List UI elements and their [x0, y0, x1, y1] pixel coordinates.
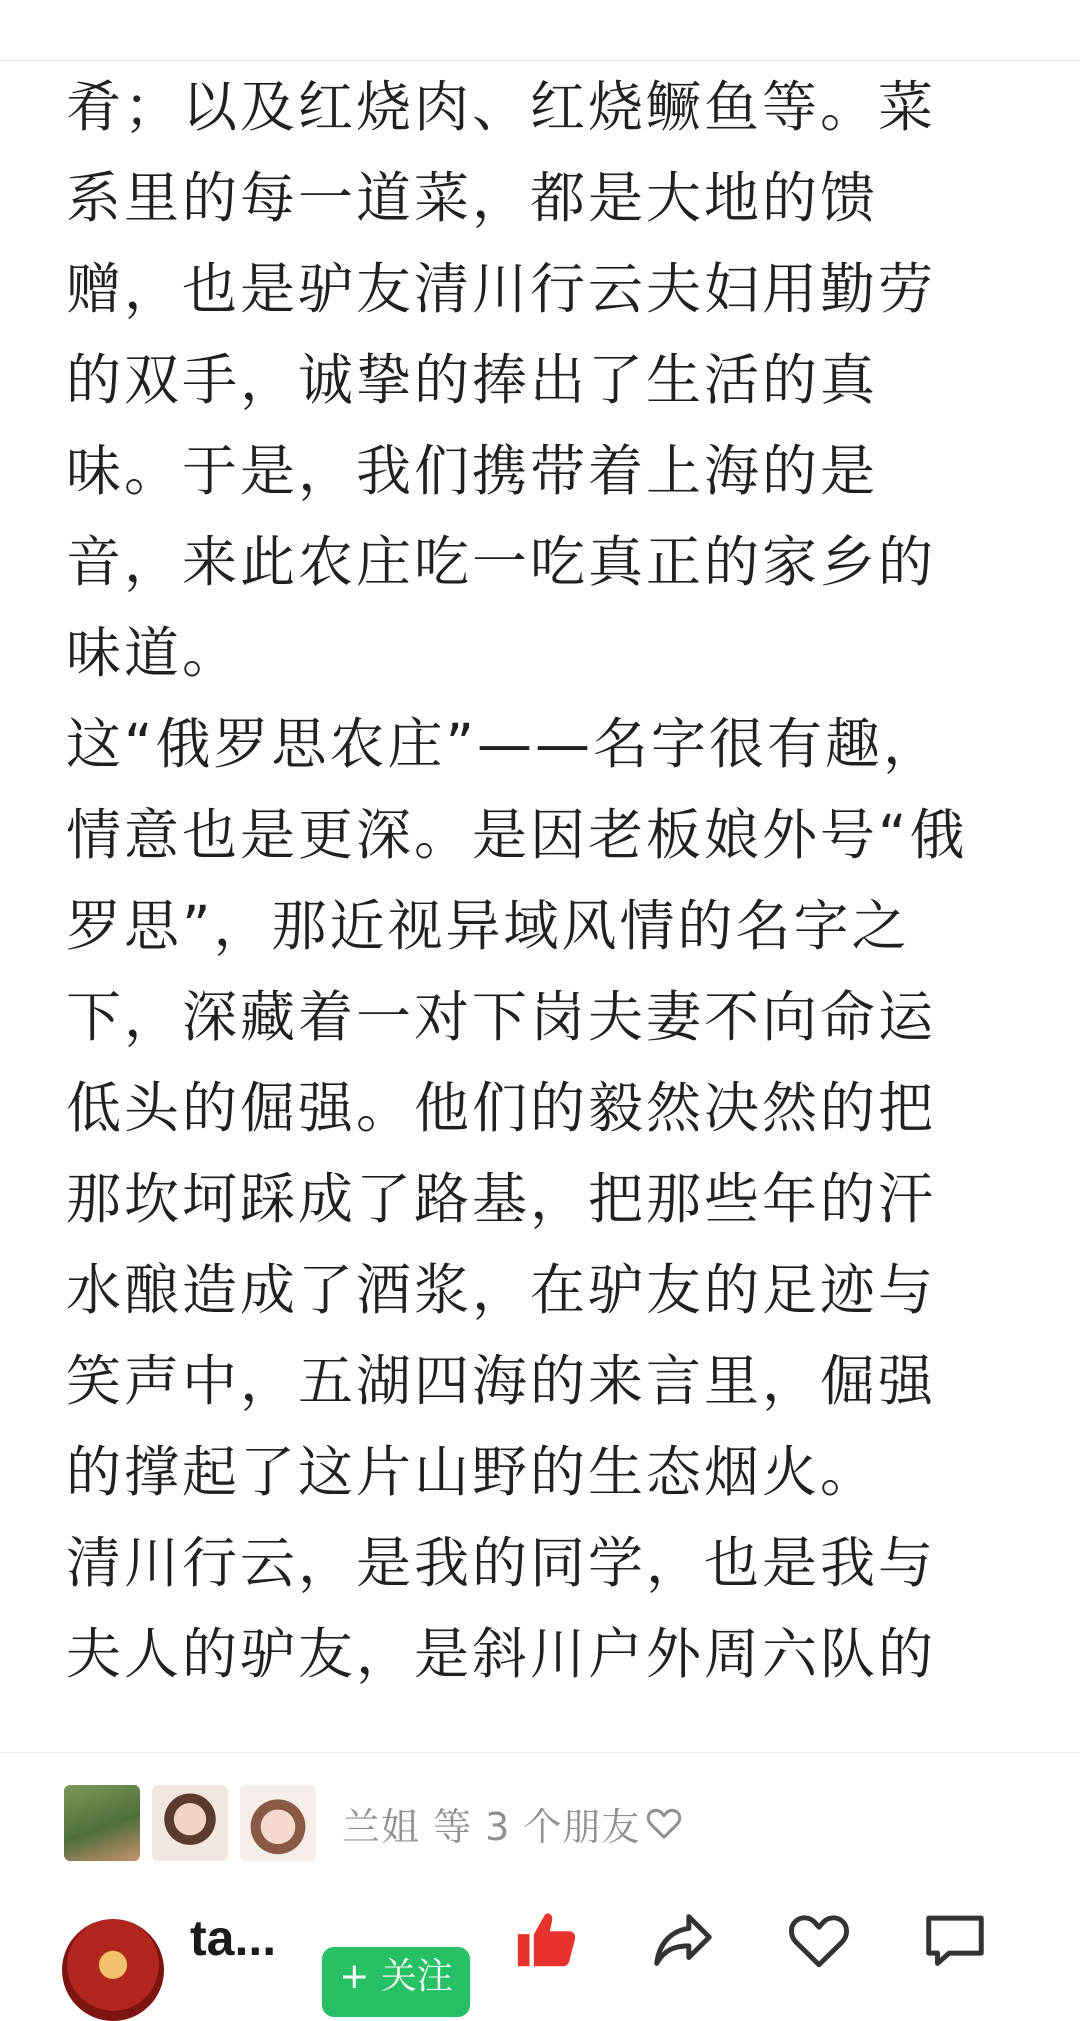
comment-icon[interactable] [920, 1905, 990, 1975]
author-name[interactable]: ta... [190, 1910, 277, 1966]
article-line: 音，来此农庄吃一吃真正的家乡的 [66, 530, 937, 594]
article-line: 系里的每一道菜，都是大地的馈 [66, 166, 879, 230]
action-bar [0, 1893, 1080, 1997]
author-avatar[interactable] [62, 1919, 164, 2021]
likers-summary[interactable]: 兰姐 等 3 个朋友 [342, 1804, 641, 1849]
article-line: 下，深藏着一对下岗夫妻不向命运 [66, 985, 937, 1049]
article-line: 情意也是更深。是因老板娘外号“俄 [66, 803, 968, 867]
liker-avatar[interactable] [64, 1785, 140, 1861]
article-line: 的双手，诚挚的捧出了生活的真 [66, 348, 879, 412]
article-line: 笑声中，五湖四海的来言里，倔强 [66, 1349, 937, 1413]
article-line: 清川行云，是我的同学，也是我与 [66, 1531, 937, 1595]
bottom-panel [0, 1752, 1080, 1997]
thumbs-up-icon[interactable] [512, 1905, 582, 1975]
article-line: 赠，也是驴友清川行云夫妇用勤劳 [66, 257, 937, 321]
top-bar [0, 0, 1080, 61]
article-line: 罗思”，那近视异域风情的名字之 [66, 894, 910, 958]
heart-outline-icon [644, 1803, 684, 1843]
article-line: 的撑起了这片山野的生态烟火。 [66, 1440, 879, 1504]
article-line: 那坎坷踩成了路基，把那些年的汗 [66, 1167, 937, 1231]
article-line: 夫人的驴友，是斜川户外周六队的 [66, 1622, 937, 1686]
article-line: 味。于是，我们携带着上海的是 [66, 439, 879, 503]
article-line: 这“俄罗思农庄”——名字很有趣， [66, 712, 941, 776]
liker-avatar[interactable] [240, 1785, 316, 1861]
article-line: 水酿造成了酒浆，在驴友的足迹与 [66, 1258, 937, 1322]
liker-avatar[interactable] [152, 1785, 228, 1861]
follow-button[interactable]: + 关注 [322, 1947, 470, 2017]
share-icon[interactable] [648, 1905, 718, 1975]
article-line: 味道。 [66, 621, 241, 685]
heart-icon[interactable] [784, 1905, 854, 1975]
likers-row[interactable] [64, 1783, 684, 1863]
article-body [66, 62, 1026, 1752]
article-line: 肴；以及红烧肉、红烧鳜鱼等。菜 [66, 75, 937, 139]
article-line: 低头的倔强。他们的毅然决然的把 [66, 1076, 937, 1140]
